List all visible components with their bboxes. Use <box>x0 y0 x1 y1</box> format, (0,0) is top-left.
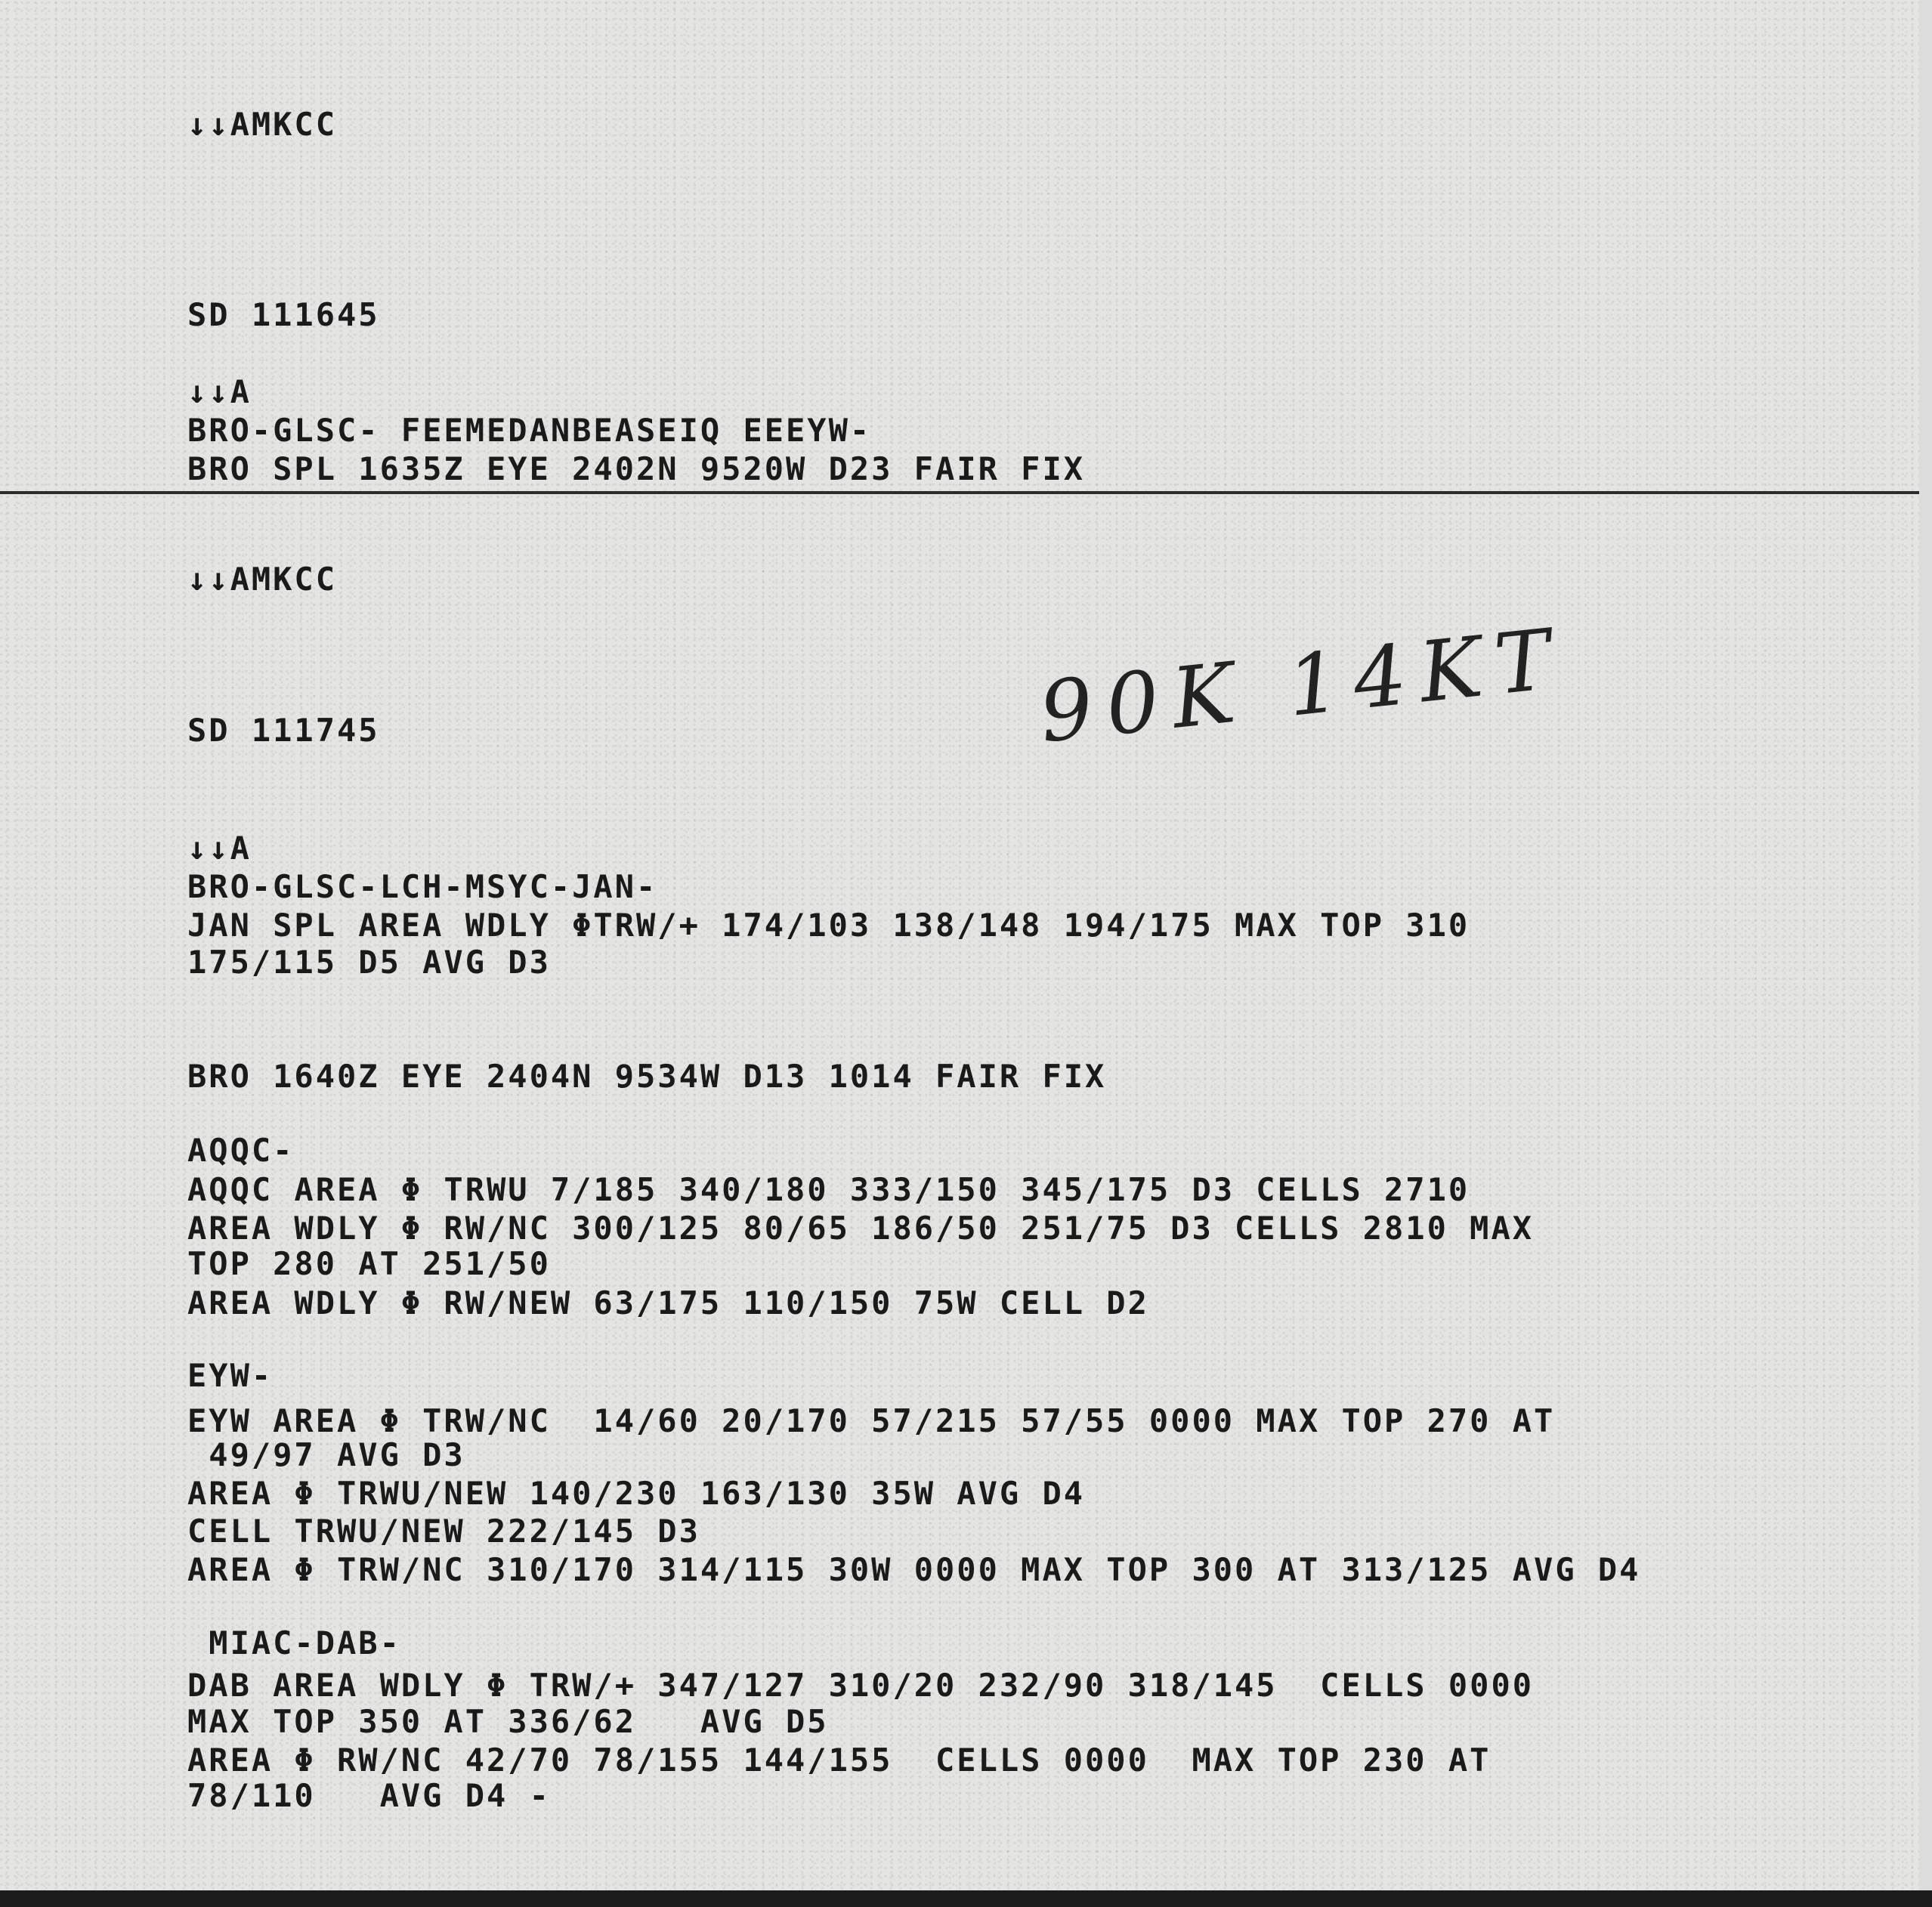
eyw-line-5: AREA Φ TRW/NC 310/170 314/115 30W 0000 MAX TOP 300 AT 313/125 AVG D4 <box>187 1551 1641 1588</box>
miac-line-4: 78/110 AVG D4 - <box>187 1777 551 1814</box>
miac-line-1: DAB AREA WDLY Φ TRW/+ 347/127 310/20 232/90 318/145 CELLS 0000 <box>187 1667 1535 1704</box>
jan-line-2: 175/115 D5 AVG D3 <box>187 944 551 981</box>
top-header: ↓↓AMKCC <box>187 106 338 143</box>
bottom-address: ↓↓A <box>187 830 252 867</box>
bottom-routing: BRO-GLSC-LCH-MSYC-JAN- <box>187 868 658 905</box>
eyw-line-3: AREA Φ TRWU/NEW 140/230 163/130 35W AVG D4 <box>187 1475 1086 1512</box>
jan-line-1: JAN SPL AREA WDLY ΦTRW/+ 174/103 138/148 194/175 MAX TOP 310 <box>187 907 1470 944</box>
aqqc-line-4: AREA WDLY Φ RW/NEW 63/175 110/150 75W CELL D2 <box>187 1284 1149 1321</box>
miac-line-2: MAX TOP 350 AT 336/62 AVG D5 <box>187 1703 829 1740</box>
eyw-line-4: CELL TRWU/NEW 222/145 D3 <box>187 1513 700 1550</box>
top-teletype-sheet <box>0 0 1919 494</box>
bottom-serial: SD 111745 <box>187 712 380 749</box>
eyw-heading: EYW- <box>187 1357 274 1394</box>
top-address: ↓↓A <box>187 373 252 410</box>
top-routing: BRO-GLSC- FEEMEDANBEASEIQ EEEYW- <box>187 412 872 449</box>
miac-line-3: AREA Φ RW/NC 42/70 78/155 144/155 CELLS 0000 MAX TOP 230 AT <box>187 1742 1492 1779</box>
miac-heading: MIAC-DAB- <box>187 1624 401 1661</box>
handwritten-note: 90K 14KT <box>1035 610 1569 762</box>
bottom-header: ↓↓AMKCC <box>187 561 338 598</box>
aqqc-line-2: AREA WDLY Φ RW/NC 300/125 80/65 186/50 251/75 D3 CELLS 2810 MAX <box>187 1210 1535 1247</box>
bro-line: BRO 1640Z EYE 2404N 9534W D13 1014 FAIR FIX <box>187 1058 1107 1095</box>
top-report: BRO SPL 1635Z EYE 2402N 9520W D23 FAIR FIX <box>187 450 1086 487</box>
eyw-line-1: EYW AREA Φ TRW/NC 14/60 20/170 57/215 57/55 0000 MAX TOP 270 AT <box>187 1402 1556 1439</box>
aqqc-line-1: AQQC AREA Φ TRWU 7/185 340/180 333/150 345/175 D3 CELLS 2710 <box>187 1171 1470 1208</box>
aqqc-heading: AQQC- <box>187 1132 295 1169</box>
eyw-line-2: 49/97 AVG D3 <box>187 1436 465 1473</box>
top-serial: SD 111645 <box>187 296 380 333</box>
aqqc-line-3: TOP 280 AT 251/50 <box>187 1245 551 1282</box>
scan-bottom-edge <box>0 1890 1932 1907</box>
